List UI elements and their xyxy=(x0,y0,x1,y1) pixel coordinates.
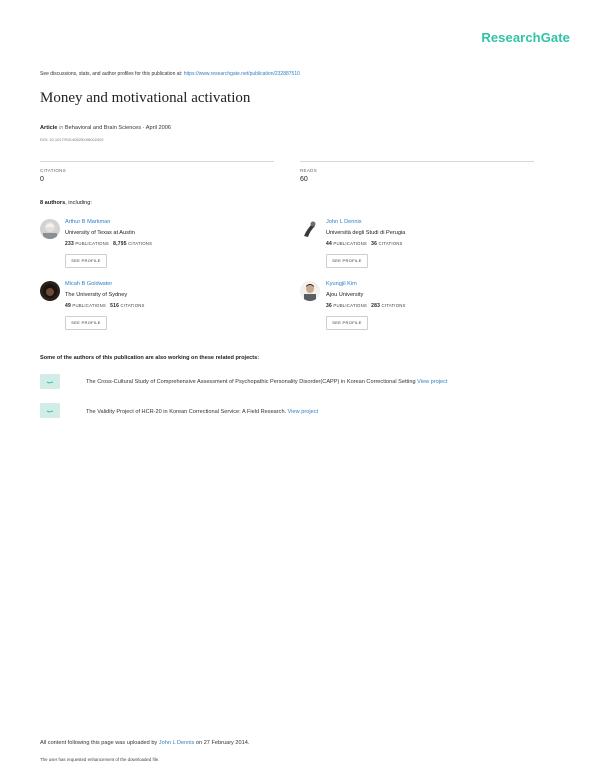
journal-date: Behavioral and Brain Sciences · April 2006 xyxy=(64,125,171,131)
article-type: Article xyxy=(40,125,58,131)
publication-meta xyxy=(40,125,171,131)
related-projects-heading: Some of the authors of this publication are also working on these related projects: xyxy=(40,355,260,361)
reads-value: 60 xyxy=(300,176,308,183)
enhancement-note: The user has requested enhancement of the downloaded file. xyxy=(40,757,160,762)
see-discussions-text: See discussions, stats, and author profiles for this publication at: xyxy=(40,71,184,77)
avatar[interactable] xyxy=(40,219,60,239)
authors-heading-rest: , including: xyxy=(65,200,92,206)
publications-count: 49 xyxy=(65,303,71,309)
citations-divider xyxy=(40,161,274,162)
upload-prefix: All content following this page was uploaded by xyxy=(40,740,159,746)
project-item xyxy=(86,379,447,385)
citations-count: 8,795 xyxy=(113,241,127,247)
uploader-link[interactable]: John L Dennis xyxy=(158,740,195,746)
project-icon xyxy=(40,374,60,389)
view-project-link[interactable]: View project xyxy=(417,379,448,385)
author-name-link[interactable]: Micah B Goldwater xyxy=(65,281,113,287)
avatar[interactable] xyxy=(300,219,320,239)
avatar[interactable] xyxy=(40,281,60,301)
author-institution: Università degli Studi di Perugia xyxy=(326,230,406,236)
citations-value: 0 xyxy=(40,176,44,183)
publication-url-link[interactable]: https://www.researchgate.net/publication/232887510 xyxy=(183,71,300,77)
publication-title: Money and motivational activation xyxy=(40,90,251,106)
reads-divider xyxy=(300,161,534,162)
citations-label: CITATIONS xyxy=(381,303,406,308)
see-profile-button[interactable]: SEE PROFILE xyxy=(326,316,368,330)
avatar[interactable] xyxy=(300,281,320,301)
author-name-link[interactable]: John L Dennis xyxy=(326,219,362,225)
upload-suffix: on 27 February 2014. xyxy=(194,740,250,746)
author-institution: Ajou University xyxy=(326,292,364,298)
reads-label: READS xyxy=(300,168,318,173)
citations-count: 516 xyxy=(110,303,120,309)
author-stats xyxy=(326,303,406,309)
author-institution: The University of Sydney xyxy=(65,292,128,298)
author-institution: University of Texas at Austin xyxy=(65,230,135,236)
authors-heading xyxy=(40,200,92,206)
see-profile-button[interactable]: SEE PROFILE xyxy=(326,254,368,268)
see-discussions-line xyxy=(40,71,300,77)
authors-count: 8 authors xyxy=(40,200,66,206)
author-stats xyxy=(65,241,152,247)
project-icon xyxy=(40,403,60,418)
citations-label: CITATIONS xyxy=(378,241,403,246)
author-name-link[interactable]: Kyungjil Kim xyxy=(326,281,357,287)
author-stats xyxy=(65,303,145,309)
project-title: The Validity Project of HCR-20 in Korean Correctional Service: A Field Research. xyxy=(86,409,288,415)
publications-label: PUBLICATIONS xyxy=(72,303,106,308)
citations-count: 36 xyxy=(371,241,378,247)
publications-label: PUBLICATIONS xyxy=(333,303,367,308)
citations-label: CITATIONS xyxy=(120,303,145,308)
publications-count: 36 xyxy=(326,303,332,309)
researchgate-logo[interactable]: ResearchGate xyxy=(481,30,570,45)
meta-in: in xyxy=(58,125,64,131)
citations-label: CITATIONS xyxy=(40,168,67,173)
see-profile-button[interactable]: SEE PROFILE xyxy=(65,254,107,268)
publications-label: PUBLICATIONS xyxy=(75,241,109,246)
citations-count: 283 xyxy=(371,303,381,309)
project-item xyxy=(86,409,318,415)
see-profile-button[interactable]: SEE PROFILE xyxy=(65,316,107,330)
upload-note xyxy=(40,740,249,746)
project-title: The Cross-Cultural Study of Comprehensive Assessment of Psychopathic Personality Disorder(CAPP) in Korean Correctional Setting xyxy=(86,379,418,385)
citations-label: CITATIONS xyxy=(128,241,153,246)
publications-count: 233 xyxy=(65,241,74,247)
author-name-link[interactable]: Arthur B Markman xyxy=(65,219,111,225)
doi: DOI: 10.1017/S0140525X06002402 xyxy=(40,137,104,142)
view-project-link[interactable]: View project xyxy=(287,409,319,415)
author-stats xyxy=(326,241,403,247)
publications-label: PUBLICATIONS xyxy=(333,241,367,246)
publications-count: 44 xyxy=(326,241,332,247)
